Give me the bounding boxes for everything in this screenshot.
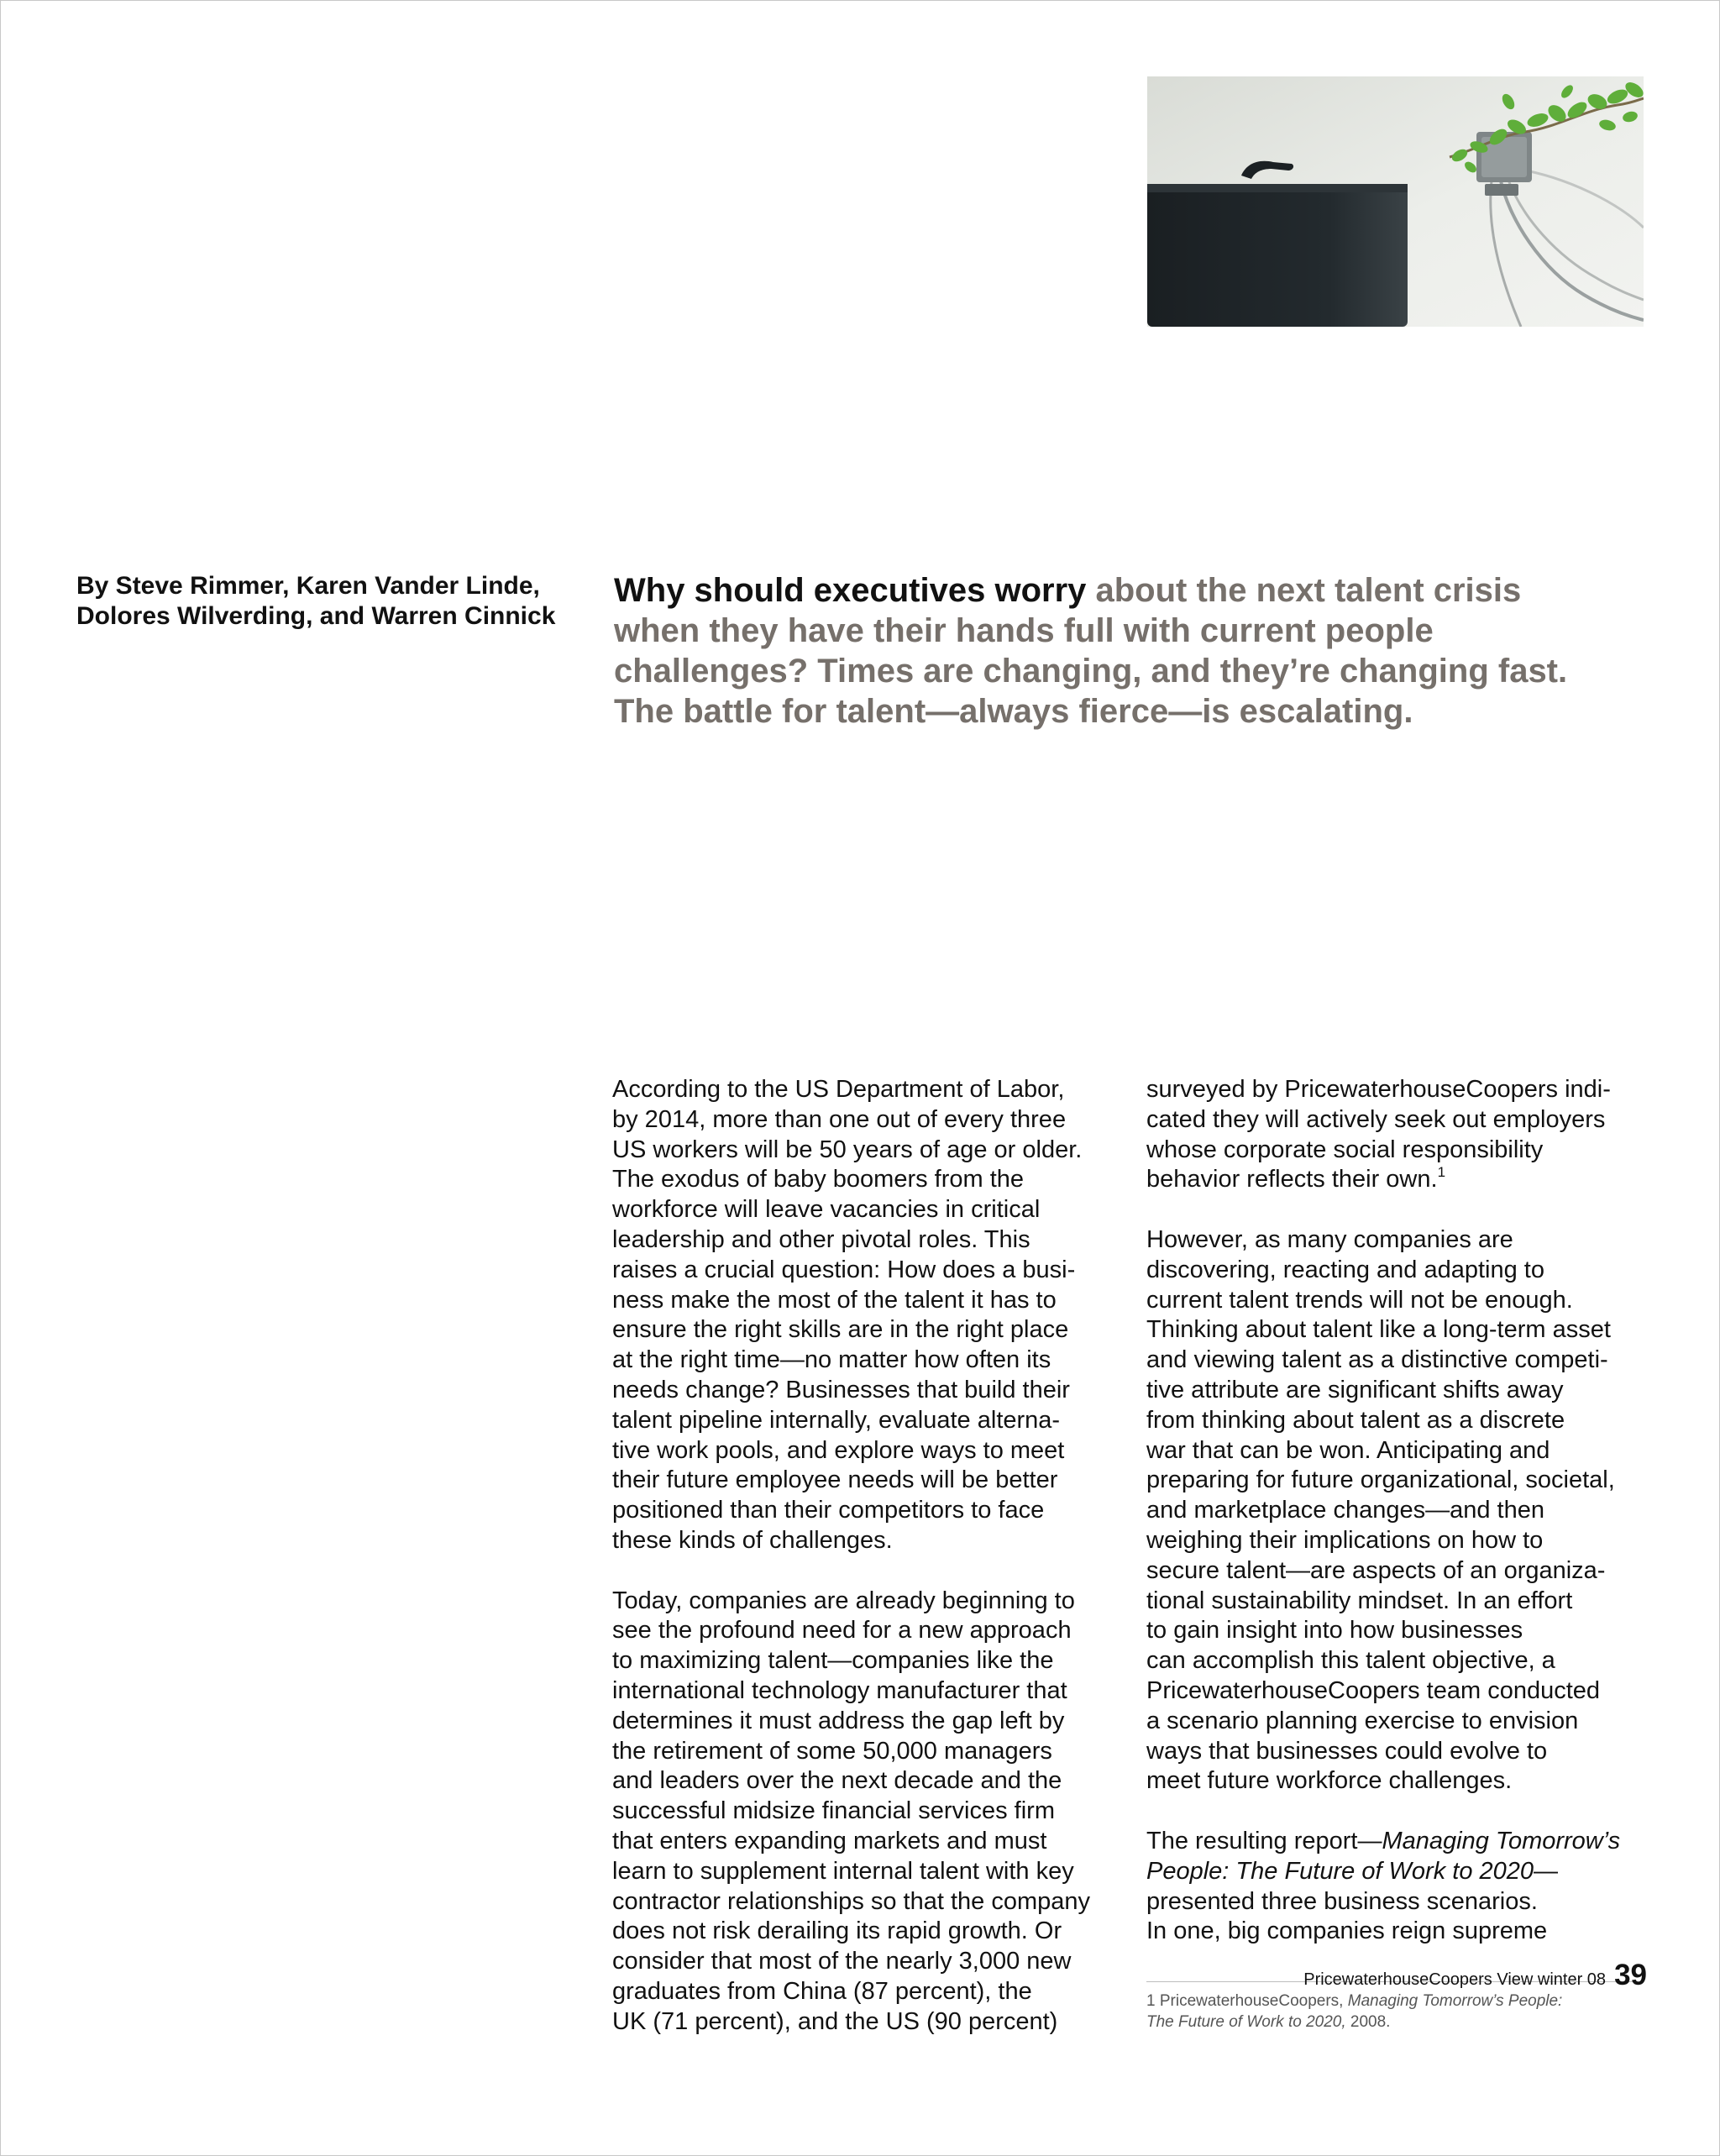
body-line: ways that businesses could evolve to (1146, 1737, 1548, 1765)
body-line: from thinking about talent as a discrete (1146, 1406, 1565, 1434)
body-line: The exodus of baby boomers from the (612, 1166, 1025, 1193)
body-line: determines it must address the gap left by (612, 1707, 1065, 1734)
page-folio (1303, 1959, 1647, 1992)
article-deck (614, 570, 1655, 732)
right-paragraph-1 (1146, 1075, 1667, 1165)
body-line: meet future workforce challenges. (1146, 1767, 1513, 1795)
body-line: Thinking about talent like a long-term asset (1146, 1316, 1611, 1344)
body-line: does not risk derailing its rapid growth. Or (612, 1917, 1062, 1945)
body-line: weighing their implications on how to (1146, 1526, 1544, 1554)
body-line: Today, companies are already beginning to (612, 1587, 1075, 1614)
body-line: secure talent—are aspects of an organiza- (1146, 1556, 1606, 1584)
body-line (1146, 1165, 1667, 1195)
body-line: the retirement of some 50,000 managers (612, 1737, 1052, 1765)
body-line: discovering, reacting and adapting to (1146, 1256, 1544, 1283)
body-line: tive work pools, and explore ways to meet (612, 1436, 1065, 1464)
body-line: workforce will leave vacancies in critical (612, 1196, 1041, 1224)
footnote-source: 1 PricewaterhouseCoopers, (1146, 1992, 1348, 2010)
body-line: consider that most of the nearly 3,000 new (612, 1948, 1072, 1975)
page-number: 39 (1614, 1959, 1647, 1991)
body-line: a scenario planning exercise to envision (1146, 1707, 1579, 1734)
body-line: ensure the right skills are in the right place (612, 1316, 1069, 1344)
byline-line-2: Dolores Wilverding, and Warren Cinnick (76, 602, 556, 630)
body-line: presented three business scenarios. (1146, 1887, 1538, 1915)
body-line: talent pipeline internally, evaluate alterna- (612, 1406, 1061, 1434)
body-line: current talent trends will not be enough. (1146, 1286, 1573, 1314)
paragraph-gap (1146, 1797, 1667, 1827)
body-line: these kinds of challenges. (612, 1526, 893, 1554)
footnote-reference: 1 (1437, 1164, 1446, 1181)
body-line: war that can be won. Anticipating and (1146, 1436, 1550, 1464)
body-line: to gain insight into how businesses (1146, 1617, 1523, 1645)
paragraph-gap (1146, 1195, 1667, 1225)
report-lead: The resulting report— (1146, 1827, 1382, 1854)
body-line: international technology manufacturer that (612, 1676, 1067, 1704)
body-line: tional sustainability mindset. In an effort (1146, 1587, 1573, 1614)
body-line: contractor relationships so that the company (612, 1887, 1091, 1915)
report-title-part-2: People: The Future of Work to 2020 (1146, 1857, 1534, 1885)
body-line: UK (71 percent), and the US (90 percent) (612, 2007, 1058, 2035)
body-line: However, as many companies are (1146, 1225, 1513, 1253)
deck-line-2: when they have their hands full with current people (614, 612, 1434, 649)
footnote-title-part-2: The Future of Work to 2020, (1146, 2013, 1346, 2031)
body-line: and viewing talent as a distinctive competi- (1146, 1346, 1608, 1374)
body-line: positioned than their competitors to face (612, 1497, 1045, 1524)
body-line: ness make the most of the talent it has to (612, 1286, 1057, 1314)
body-line: their future employee needs will be better (612, 1466, 1058, 1494)
body-column-left (612, 1075, 1133, 2038)
right-paragraph-3 (1146, 1827, 1667, 1947)
right-paragraph-2 (1146, 1225, 1667, 1797)
publication-name: PricewaterhouseCoopers View winter 08 (1303, 1970, 1607, 1989)
body-line: whose corporate social responsibility (1146, 1136, 1544, 1163)
body-line: and marketplace changes—and then (1146, 1497, 1544, 1524)
body-line (1146, 1827, 1667, 1857)
body-line: learn to supplement internal talent with key (612, 1857, 1074, 1885)
deck-line-1 (614, 570, 1655, 611)
footnote-line-1 (1146, 1991, 1650, 2012)
deck-line-3: challenges? Times are changing, and they’re changing fast. (614, 653, 1568, 690)
body-line: surveyed by PricewaterhouseCoopers indi- (1146, 1076, 1611, 1103)
deck-line-1-rest: about the next talent crisis (1095, 572, 1522, 609)
body-line: needs change? Businesses that build their (612, 1376, 1070, 1403)
byline (76, 571, 580, 632)
body-line: successful midsize financial services firm (612, 1797, 1055, 1825)
report-dash: — (1534, 1857, 1559, 1885)
briefcase-with-plant-and-cables-icon (1147, 76, 1644, 327)
body-line: to maximizing talent—companies like the (612, 1647, 1054, 1675)
body-line: PricewaterhouseCoopers team conducted (1146, 1676, 1601, 1704)
footnote-year: 2008. (1345, 2013, 1391, 2031)
body-line: cated they will actively seek out employers (1146, 1105, 1606, 1133)
body-column-right (1146, 1075, 1667, 1947)
body-line: US workers will be 50 years of age or older. (612, 1136, 1083, 1163)
body-line: graduates from China (87 percent), the (612, 1977, 1032, 2005)
body-line: tive attribute are significant shifts away (1146, 1376, 1564, 1403)
deck-line-4: The battle for talent—always fierce—is escalating. (614, 693, 1413, 730)
body-line: can accomplish this talent objective, a (1146, 1647, 1555, 1675)
right-paragraph-1-last-line: behavior reflects their own. (1146, 1166, 1438, 1193)
body-line: According to the US Department of Labor, (612, 1076, 1065, 1103)
footnote-title-part-1: Managing Tomorrow’s People: (1347, 1992, 1563, 2010)
body-line: see the profound need for a new approach (612, 1617, 1072, 1645)
report-title-part-1: Managing Tomorrow’s (1382, 1827, 1621, 1854)
body-line: leadership and other pivotal roles. This (612, 1225, 1030, 1253)
body-line: at the right time—no matter how often its (612, 1346, 1051, 1374)
body-line: raises a crucial question: How does a busi- (612, 1256, 1076, 1283)
body-line (1146, 1857, 1667, 1887)
body-line: that enters expanding markets and must (612, 1827, 1047, 1854)
body-line: In one, big companies reign supreme (1146, 1917, 1548, 1945)
paragraph-gap (612, 1556, 1133, 1587)
body-line: preparing for future organizational, societal, (1146, 1466, 1615, 1494)
body-line: and leaders over the next decade and the (612, 1767, 1062, 1795)
article-photo (1147, 76, 1644, 327)
byline-line-1: By Steve Rimmer, Karen Vander Linde, (76, 572, 540, 600)
deck-lead-in: Why should executives worry (614, 572, 1096, 609)
body-line: by 2014, more than one out of every three (612, 1105, 1067, 1133)
footnote (1146, 1991, 1650, 2033)
footnote-line-2 (1146, 2012, 1650, 2033)
